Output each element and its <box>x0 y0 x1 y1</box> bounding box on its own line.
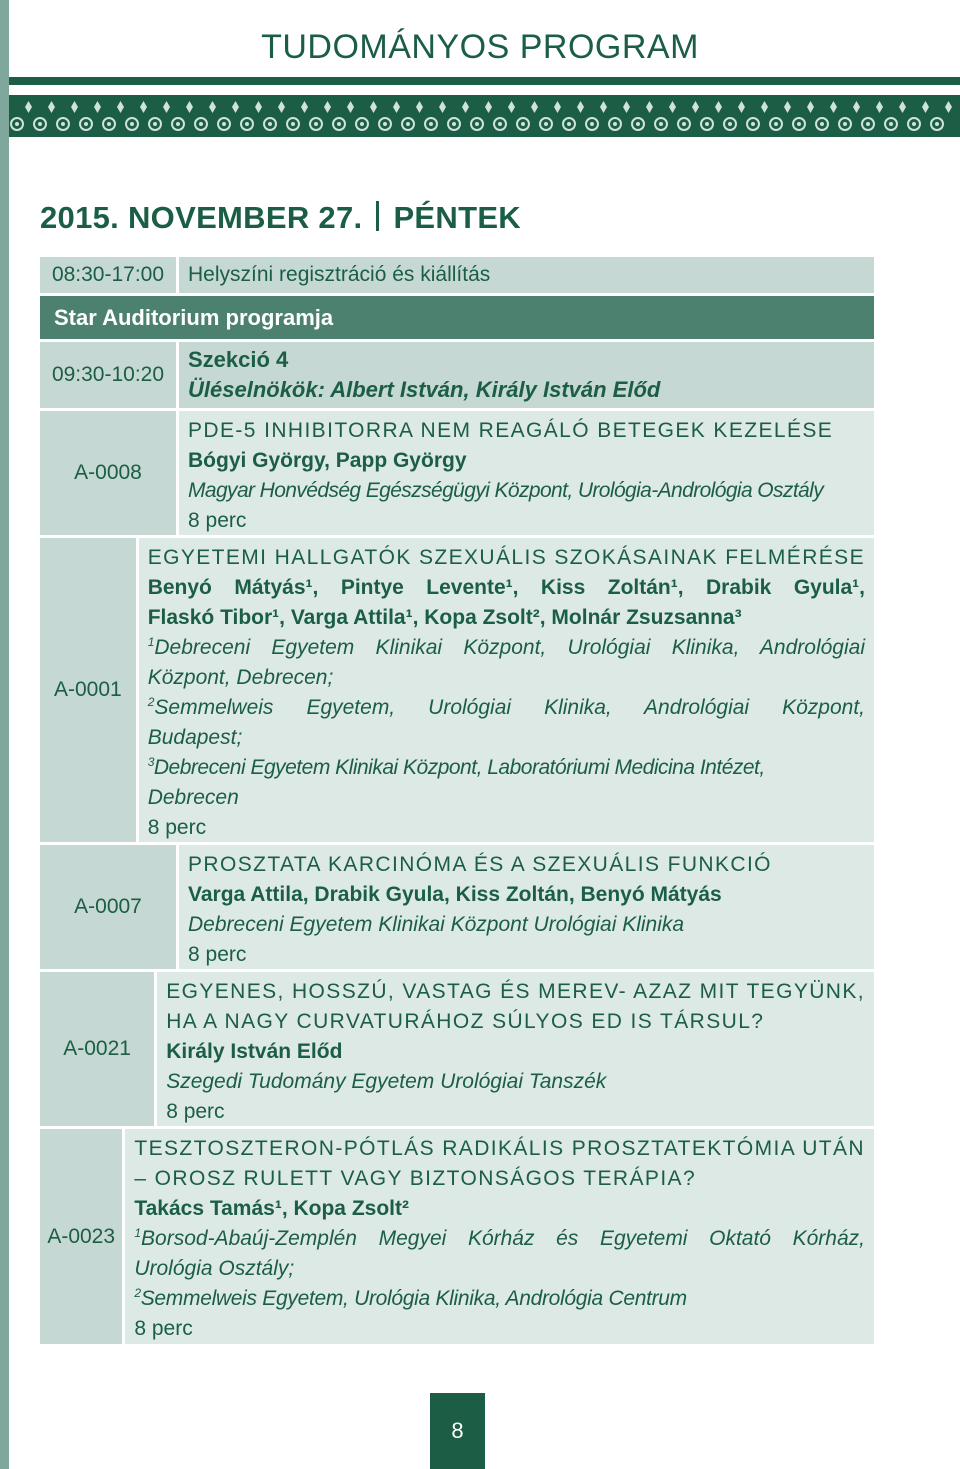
abstract-title-line: TESZTOSZTERON-PÓTLÁS RADIKÁLIS PROSZTATEKTÓMIA UTÁN <box>134 1137 865 1160</box>
abstract-title: PROSZTATA KARCINÓMA ÉS A SZEXUÁLIS FUNKCIÓ <box>188 853 772 876</box>
ornament-motif <box>471 101 492 130</box>
abstract-details <box>179 845 874 969</box>
ornament-pattern <box>9 95 960 137</box>
abstract-affiliation-line: $^2$Semmelweis Egyetem, Urológia Klinika, Andrológia Centrum <box>134 1286 687 1310</box>
affiliation-marker: 1 <box>134 1226 142 1240</box>
abstract-code: A-0001 <box>40 538 136 842</box>
ornament-motif <box>563 101 584 130</box>
registration-row <box>40 257 874 293</box>
ornament-motif <box>333 101 354 130</box>
abstract-authors: Varga Attila, Drabik Gyula, Kiss Zoltán, Benyó Mátyás <box>188 883 722 906</box>
abstract-affiliation: Szegedi Tudomány Egyetem Urológiai Tanszék <box>166 1070 607 1093</box>
abstract-row-a0023 <box>40 1129 874 1344</box>
abstract-affiliation-line: $^1$Borsod-Abaúj-Zemplén Megyei Kórház és Egyetemi Oktató Kórház, <box>134 1226 865 1250</box>
left-side-bar <box>0 0 9 1469</box>
ornament-motif <box>816 101 837 130</box>
ornament-motif <box>747 101 768 130</box>
ornament-motif <box>218 101 239 130</box>
session-title: Szekció 4 <box>188 347 289 372</box>
abstract-affiliation-line: Debrecen <box>147 786 239 809</box>
ornament-motif <box>103 101 124 130</box>
ornament-motif <box>494 101 515 130</box>
abstract-affiliation-line: Urológia Osztály; <box>134 1257 295 1280</box>
session-row <box>40 342 874 408</box>
abstract-details <box>139 538 874 842</box>
ornament-motif <box>586 101 607 130</box>
date-separator <box>376 201 379 231</box>
abstract-row-a0008 <box>40 411 874 535</box>
abstract-row-a0001 <box>40 538 874 842</box>
ornament-motif <box>34 101 55 130</box>
affiliation-marker: 2 <box>134 1286 141 1300</box>
ornament-motif <box>57 101 78 130</box>
abstract-authors: Bógyi György, Papp György <box>188 449 467 472</box>
date-day: 2015. NOVEMBER 27. <box>40 200 363 235</box>
abstract-affiliation: Magyar Honvédség Egészségügyi Központ, Urológia-Andrológia Osztály <box>188 479 824 502</box>
abstract-row-a0021 <box>40 972 874 1126</box>
ornament-motif <box>402 101 423 130</box>
ornament-motif <box>172 101 193 130</box>
ornament-motif <box>793 101 814 130</box>
ornament-motif <box>678 101 699 130</box>
ornament-motif <box>908 101 929 130</box>
affiliation-marker: 2 <box>147 695 155 709</box>
ornament-motif <box>149 101 170 130</box>
ornament-motif <box>425 101 446 130</box>
ornament-motif <box>195 101 216 130</box>
abstract-affiliation: Debreceni Egyetem Klinikai Központ Urológiai Klinika <box>188 913 685 936</box>
session-chairs: Üléselnökök: Albert István, Király István Előd <box>188 377 661 402</box>
abstract-affiliation-line: $^2$Semmelweis Egyetem, Urológiai Klinika, Andrológiai Központ, <box>147 695 865 719</box>
ornament-motif <box>931 101 952 130</box>
abstract-duration: 8 perc <box>188 943 247 966</box>
abstract-title-line: – OROSZ RULETT VAGY BIZTONSÁGOS TERÁPIA? <box>134 1167 697 1190</box>
affiliation-marker: 3 <box>147 755 154 769</box>
ornament-motif <box>11 101 32 130</box>
header-rule <box>9 77 960 85</box>
ornament-motif <box>655 101 676 130</box>
date-weekday: PÉNTEK <box>393 200 521 235</box>
ornament-motif <box>609 101 630 130</box>
page-number: 8 <box>430 1393 485 1469</box>
abstract-affiliation-line: $^3$Debreceni Egyetem Klinikai Központ, Laboratóriumi Medicina Intézet, <box>147 755 765 779</box>
ornament-motif <box>287 101 308 130</box>
abstract-title: PDE-5 INHIBITORRA NEM REAGÁLÓ BETEGEK KEZELÉSE <box>188 419 834 442</box>
abstract-title-line: EGYENES, HOSSZÚ, VASTAG ÉS MEREV- AZAZ MIT TEGYÜNK, <box>166 980 865 1003</box>
ornament-motif <box>264 101 285 130</box>
ornament-motif <box>241 101 262 130</box>
ornament-motif <box>356 101 377 130</box>
abstract-code: A-0023 <box>40 1129 122 1344</box>
registration-label: Helyszíni regisztráció és kiállítás <box>179 257 874 293</box>
ornament-motif <box>379 101 400 130</box>
ornament-motif <box>126 101 147 130</box>
page-header-title: TUDOMÁNYOS PROGRAM <box>261 28 699 66</box>
affiliation-marker: 1 <box>147 635 155 649</box>
auditorium-band: Star Auditorium programja <box>40 296 874 339</box>
abstract-authors-line: Flaskó Tibor¹, Varga Attila¹, Kopa Zsolt², Molnár Zsuzsanna³ <box>147 606 742 629</box>
abstract-title-line: HA A NAGY CURVATURÁHOZ SÚLYOS ED IS TÁRSUL? <box>166 1010 765 1033</box>
abstract-details <box>157 972 874 1126</box>
abstract-duration: 8 perc <box>188 509 247 532</box>
ornament-motif <box>448 101 469 130</box>
ornament-motif <box>770 101 791 130</box>
ornament-motif <box>862 101 883 130</box>
ornament-motif <box>724 101 745 130</box>
session-info <box>179 342 874 408</box>
abstract-duration: 8 perc <box>147 816 207 839</box>
ornament-motif <box>310 101 331 130</box>
date-heading <box>40 200 521 236</box>
abstract-code: A-0008 <box>40 411 176 535</box>
ornament-motif <box>80 101 101 130</box>
abstract-affiliation-line: $^1$Debreceni Egyetem Klinikai Központ, Urológiai Klinika, Andrológiai <box>147 635 865 659</box>
ornament-motif <box>540 101 561 130</box>
abstract-title: EGYETEMI HALLGATÓK SZEXUÁLIS SZOKÁSAINAK FELMÉRÉSE <box>147 546 865 569</box>
ornament-motif <box>885 101 906 130</box>
abstract-authors-line: Benyó Mátyás¹, Pintye Levente¹, Kiss Zoltán¹, Drabik Gyula¹, <box>147 576 865 599</box>
abstract-authors: Takács Tamás¹, Kopa Zsolt² <box>134 1197 409 1220</box>
abstract-row-a0007 <box>40 845 874 969</box>
abstract-duration: 8 perc <box>134 1317 193 1340</box>
ornament-band <box>9 95 960 137</box>
abstract-duration: 8 perc <box>166 1100 225 1123</box>
ornament-motif <box>839 101 860 130</box>
abstract-details <box>179 411 874 535</box>
abstract-authors: Király István Előd <box>166 1040 343 1063</box>
abstract-code: A-0021 <box>40 972 154 1126</box>
abstract-details <box>125 1129 874 1344</box>
abstract-affiliation-line: Központ, Debrecen; <box>147 666 334 689</box>
abstract-affiliation-line: Budapest; <box>147 726 243 749</box>
ornament-motif <box>517 101 538 130</box>
ornament-motif <box>701 101 722 130</box>
ornament-motif <box>632 101 653 130</box>
abstract-code: A-0007 <box>40 845 176 969</box>
session-time: 09:30-10:20 <box>40 342 176 408</box>
registration-time: 08:30-17:00 <box>40 257 176 293</box>
